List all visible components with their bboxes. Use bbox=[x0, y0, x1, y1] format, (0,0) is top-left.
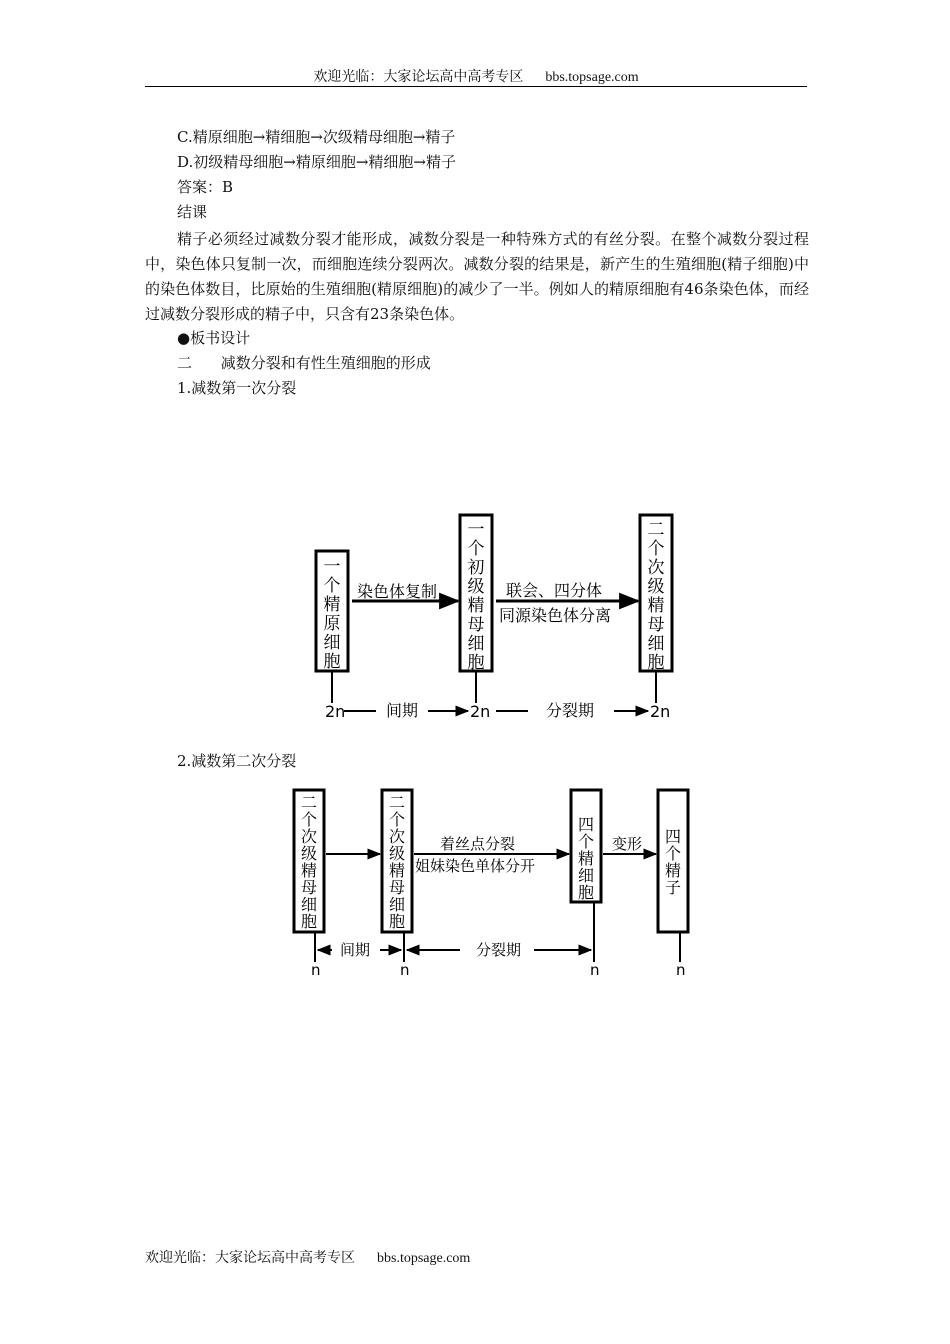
option-d: D.初级精母细胞→精原细胞→精细胞→精子 bbox=[177, 153, 456, 171]
box2-char: 精 bbox=[467, 596, 485, 616]
label-sister-chromatids: 姐妹染色单体分开 bbox=[415, 857, 536, 875]
section-number: 二 bbox=[177, 354, 193, 372]
label-division: 分裂期 bbox=[546, 701, 595, 720]
d2-box4-char: 四 bbox=[664, 827, 682, 846]
d2-box1-char: 个 bbox=[300, 810, 318, 829]
box2-char: 级 bbox=[467, 577, 485, 597]
d2-box3-char: 四 bbox=[577, 815, 595, 834]
conclusion-heading: 结课 bbox=[177, 203, 208, 221]
box3-char: 级 bbox=[647, 577, 665, 597]
subheading-meiosis-2: 2.减数第二次分裂 bbox=[177, 752, 297, 770]
summary-paragraph: 精子必须经过减数分裂才能形成，减数分裂是一种特殊方式的有丝分裂。在整个减数分裂过程中，染色体只复制一次，而细胞连续分裂两次。减数分裂的结果是，新产生的生殖细胞(精子细胞)中的染色体数目，比原始的生殖细胞(精原细胞)的减少了一半。例如人的精原细胞有46条染色体，而经过减数分裂形成的精子中，只含有23条染色体。 bbox=[145, 230, 809, 323]
board-design-heading: ●板书设计 bbox=[177, 329, 251, 347]
d2-box2-char: 胞 bbox=[388, 912, 406, 931]
d2-box1-text bbox=[301, 793, 317, 931]
box3-char: 细 bbox=[647, 634, 665, 654]
header-site: bbs.topsage.com bbox=[545, 70, 639, 85]
d2-box4-char: 精 bbox=[664, 861, 682, 880]
section-heading bbox=[177, 352, 431, 373]
box2-char: 初 bbox=[467, 558, 485, 578]
answer: 答案：B bbox=[177, 178, 234, 196]
box3-text bbox=[648, 520, 665, 673]
label-replication: 染色体复制 bbox=[357, 582, 438, 601]
d2-box2-char: 级 bbox=[388, 844, 406, 863]
d2-box2-char: 二 bbox=[388, 793, 406, 812]
box2-char: 胞 bbox=[467, 653, 485, 673]
box1-char: 胞 bbox=[323, 652, 341, 672]
box3-char: 次 bbox=[647, 558, 665, 578]
box2-char: 母 bbox=[467, 615, 485, 635]
page-header bbox=[145, 66, 807, 87]
box1-char: 细 bbox=[323, 633, 341, 653]
option-c: C.精原细胞→精细胞→次级精母细胞→精子 bbox=[177, 128, 456, 146]
section-title: 减数分裂和有性生殖细胞的形成 bbox=[220, 354, 431, 372]
d2-box2-char: 细 bbox=[388, 895, 406, 914]
d2-box4-char: 子 bbox=[664, 878, 682, 897]
d2-box1-char: 胞 bbox=[300, 912, 318, 931]
ploidy-label: 2n bbox=[650, 702, 671, 721]
meiosis-1-diagram bbox=[300, 505, 700, 725]
d2-box2-text bbox=[389, 793, 405, 931]
box3-char: 二 bbox=[647, 520, 665, 540]
label-synapsis: 联会、四分体 bbox=[506, 581, 603, 600]
label-d2-interphase: 间期 bbox=[340, 941, 371, 959]
d2-box4-text bbox=[665, 827, 681, 897]
label-centromere-split: 着丝点分裂 bbox=[440, 835, 516, 853]
label-transform: 变形 bbox=[612, 835, 643, 853]
ploidy-label: 2n bbox=[325, 702, 346, 721]
page-footer bbox=[145, 1247, 470, 1267]
d2-box2-char: 次 bbox=[388, 827, 406, 846]
box2-char: 个 bbox=[467, 539, 485, 559]
d2-box1-char: 级 bbox=[300, 844, 318, 863]
label-d2-division: 分裂期 bbox=[476, 941, 522, 959]
box3-char: 母 bbox=[647, 615, 665, 635]
label-interphase: 间期 bbox=[386, 701, 419, 720]
ploidy-label: n bbox=[311, 961, 321, 979]
d2-box2-char: 精 bbox=[388, 861, 406, 880]
d2-box2-char: 个 bbox=[388, 810, 406, 829]
d2-box1-char: 细 bbox=[300, 895, 318, 914]
d2-box3-text bbox=[578, 815, 594, 902]
box2-char: 一 bbox=[467, 520, 485, 540]
box1-char: 精 bbox=[323, 595, 341, 615]
d2-box3-char: 胞 bbox=[577, 883, 595, 902]
d2-box1-char: 二 bbox=[300, 793, 318, 812]
d2-box4-char: 个 bbox=[664, 844, 682, 863]
header-text: 欢迎光临：大家论坛高中高考专区 bbox=[313, 69, 524, 85]
box1-char: 一 bbox=[323, 557, 341, 577]
footer-text: 欢迎光临：大家论坛高中高考专区 bbox=[145, 1250, 355, 1266]
d2-box3-char: 细 bbox=[577, 866, 595, 885]
d2-box2-char: 母 bbox=[388, 878, 406, 897]
ploidy-label: n bbox=[400, 961, 410, 979]
box3-char: 胞 bbox=[647, 653, 665, 673]
ploidy-label: 2n bbox=[470, 702, 491, 721]
box3-char: 精 bbox=[647, 596, 665, 616]
d2-box3-char: 个 bbox=[577, 832, 595, 851]
footer-site: bbs.topsage.com bbox=[377, 1251, 471, 1266]
box1-char: 个 bbox=[323, 576, 341, 596]
ploidy-label: n bbox=[676, 961, 686, 979]
d2-box3-char: 精 bbox=[577, 849, 595, 868]
ploidy-label: n bbox=[590, 961, 600, 979]
box1-text bbox=[324, 557, 341, 672]
subheading-meiosis-1: 1.减数第一次分裂 bbox=[177, 379, 297, 397]
box2-text bbox=[468, 520, 485, 673]
label-homolog-separation: 同源染色体分离 bbox=[499, 606, 612, 625]
d2-box1-char: 母 bbox=[300, 878, 318, 897]
box3-char: 个 bbox=[647, 539, 665, 559]
box2-char: 细 bbox=[467, 634, 485, 654]
d2-box1-char: 次 bbox=[300, 827, 318, 846]
d2-box1-char: 精 bbox=[300, 861, 318, 880]
box1-char: 原 bbox=[323, 614, 341, 634]
meiosis-2-diagram bbox=[280, 782, 700, 982]
